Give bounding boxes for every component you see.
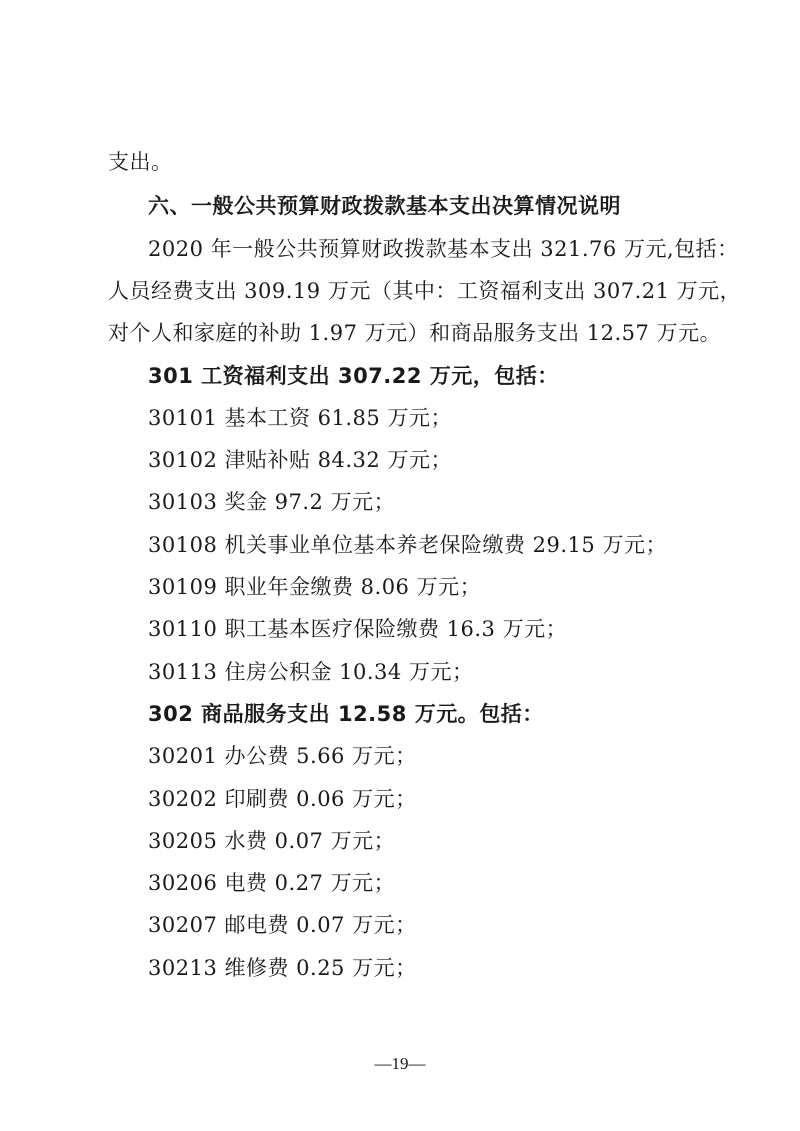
paragraph-continuation: 支出。	[108, 150, 173, 174]
page-number: —19—	[374, 1054, 426, 1073]
summary-line-1: 2020 年一般公共预算财政拨款基本支出 321.76 万元,包括：	[148, 237, 739, 261]
item-30213: 30213 维修费 0.25 万元；	[148, 956, 417, 980]
item-30101: 30101 基本工资 61.85 万元；	[148, 406, 452, 430]
item-30207: 30207 邮电费 0.07 万元；	[148, 913, 417, 937]
item-30103: 30103 奖金 97.2 万元；	[148, 490, 396, 514]
summary-line-2: 人员经费支出 309.19 万元（其中：工资福利支出 307.21 万元，	[108, 279, 742, 303]
item-30201: 30201 办公费 5.66 万元；	[148, 744, 417, 768]
item-30102: 30102 津贴补贴 84.32 万元；	[148, 448, 452, 472]
category-heading-301: 301 工资福利支出 307.22 万元，包括：	[148, 364, 559, 388]
item-30108: 30108 机关事业单位基本养老保险缴费 29.15 万元；	[148, 533, 667, 557]
summary-line-3: 对个人和家庭的补助 1.97 万元）和商品服务支出 12.57 万元。	[108, 321, 722, 345]
item-30109: 30109 职业年金缴费 8.06 万元；	[148, 575, 482, 599]
category-heading-302: 302 商品服务支出 12.58 万元。包括：	[148, 702, 544, 726]
item-30202: 30202 印刷费 0.06 万元；	[148, 787, 417, 811]
item-30206: 30206 电费 0.27 万元；	[148, 871, 396, 895]
item-30110: 30110 职工基本医疗保险缴费 16.3 万元；	[148, 617, 568, 641]
section-heading: 六、一般公共预算财政拨款基本支出决算情况说明	[148, 194, 621, 218]
item-30113: 30113 住房公积金 10.34 万元；	[148, 660, 474, 684]
item-30205: 30205 水费 0.07 万元；	[148, 829, 396, 853]
